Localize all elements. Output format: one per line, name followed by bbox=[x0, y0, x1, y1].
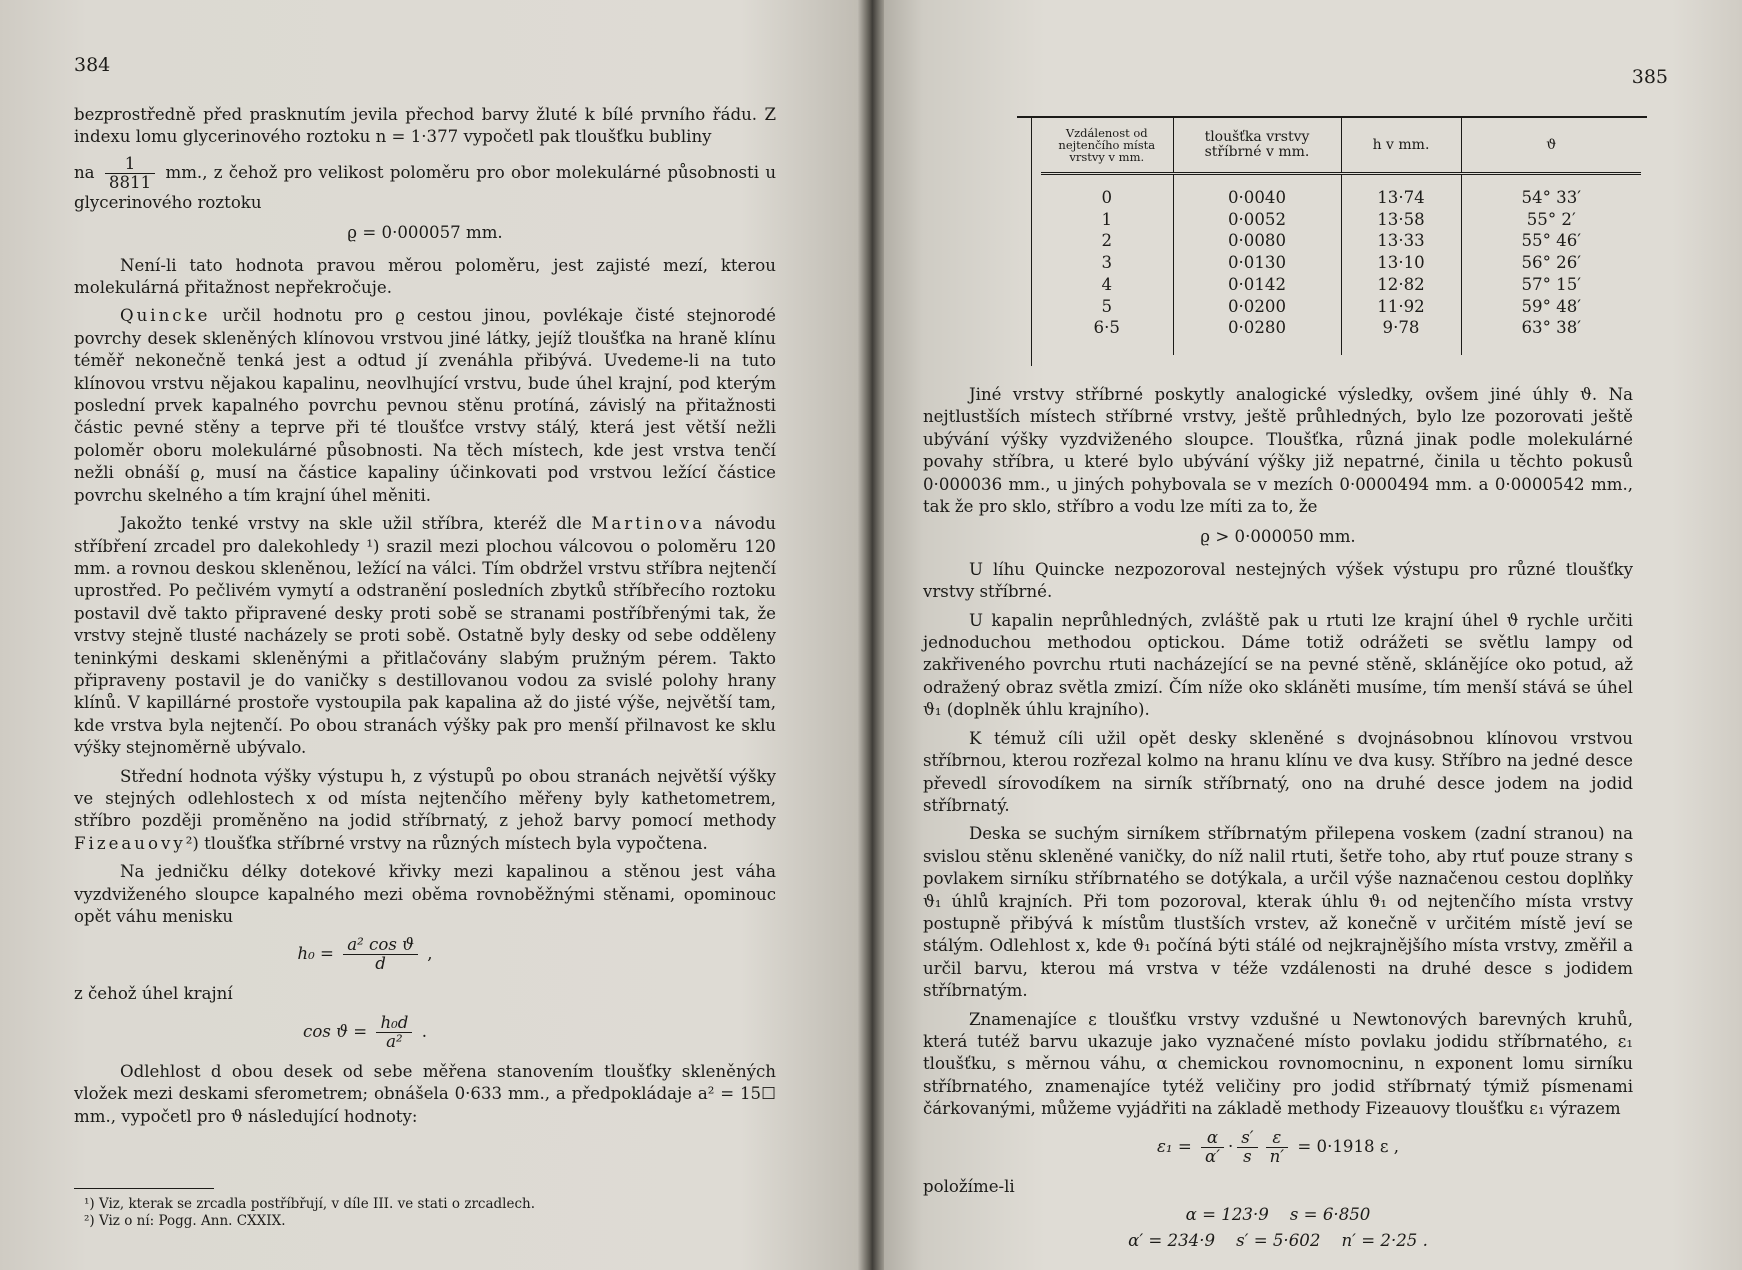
paragraph: U kapalin neprůhledných, zvláště pak u rtuti lze krajní úhel ϑ rychle určiti jednoduchou methodou optickou. Dáme totiž odrážeti se světlu lampy od zakřiveného povrchu rtuti nacházející se na pevné stěně, sklánějíce oko potud, až odražený obraz světla zmizí. Čím níže oko skláněti musíme, tím menší stává se úhel ϑ₁ (doplněk úhlu krajního). bbox=[923, 610, 1633, 720]
footnote-1: ¹) Viz, kterak se zrcadla postříbřují, v díle III. ve stati o zrcadlech. bbox=[84, 1196, 536, 1212]
table-cell: 54° 33′ bbox=[1521, 188, 1582, 207]
equation-cos: cos ϑ = $\frac{\text{h₀d}}{\text{a²}}$ . bbox=[303, 1012, 427, 1051]
paragraph: na $\frac{1}{8811}$ mm., z čehož pro velikost poloměru pro obor molekulárné působnosti u glycerinového roztoku bbox=[74, 153, 777, 212]
table-cell: 4 bbox=[1041, 274, 1173, 296]
page-number-right: 385 bbox=[1631, 66, 1668, 88]
table-cell: 0·0280 bbox=[1173, 317, 1341, 355]
table-header: tloušťka vrstvy stříbrné v mm. bbox=[1173, 118, 1341, 174]
table-cell: 59° 48′ bbox=[1521, 296, 1582, 316]
table-row bbox=[1041, 296, 1641, 318]
variable-values: α′ = 234·9 s′ = 5·602 n′ = 2·25 . bbox=[1128, 1231, 1428, 1251]
data-table bbox=[1041, 116, 1641, 355]
table-cell: 13·74 bbox=[1341, 174, 1461, 209]
table-cell: 57° 15′ bbox=[1521, 274, 1582, 294]
equation-rho: ϱ = 0·000057 mm. bbox=[347, 223, 503, 243]
author-name: Quincke bbox=[120, 306, 211, 326]
paragraph: Quincke určil hodnotu pro ϱ cestou jinou, povlékaje čisté stejnorodé povrchy desek skleněných klínovou vrstvou jiné látky, jejíž tloušťka na hraně klínu téměř nekonečně tenká jest a odtud jí zvenáhla přibývá. Uvedeme-li na tuto klínovou vrstvu nějakou kapalinu, neovlhující vrstvu, bude úhel krajní, pod kterým poslední prvek kapalného povrchu pevnou stěnu protíná, závislý na přitažnosti částic pevné stěny a teprve při té tloušťce vrstvy stálý, která jest větší nežli poloměr oboru molekulárné působnosti. Na těch místech, kde jest vrstva tenčí nežli obnáší ϱ, musí na částice kapaliny účinkovati pod vrstvou ležící částice povrchu skelného a tím krajní úhel měniti. bbox=[74, 306, 777, 505]
equation-h0: h₀ = $\frac{\text{a² cos ϑ}}{d}$ , bbox=[297, 935, 433, 974]
table-cell: 5 bbox=[1041, 296, 1173, 318]
paragraph: Jiné vrstvy stříbrné poskytly analogické výsledky, ovšem jiné úhly ϑ. Na nejtlustších místech stříbrné vrstvy, ještě průhledných, bylo lze pozorovati ještě ubývání výšky vyzdviženého sloupce. Tloušťka, různá jinak podle molekulárné povahy stříbra, u které bylo ubývání výšky již nepatrné, činila u těchto pokusů 0·000036 mm., u jiných pohybovala se v mezích 0·0000494 mm. a 0·0000542 mm., tak že pro sklo, stříbro a vodu lze míti za to, že bbox=[923, 385, 1633, 517]
table-cell: 55° 46′ bbox=[1521, 231, 1582, 251]
table-cell: 0·0040 bbox=[1173, 174, 1341, 209]
table-cell: 0·0080 bbox=[1173, 230, 1341, 252]
table-cell: 0·0052 bbox=[1173, 209, 1341, 231]
paragraph: Na jedničku délky dotekové křivky mezi kapalinou a stěnou jest váha vyzdviženého sloupce kapalného mezi oběma rovnoběžnými stěnami, opominouc opět váhu menisku bbox=[74, 862, 776, 926]
table-header: ϑ bbox=[1461, 118, 1641, 174]
paragraph: K témuž cíli užil opět desky skleněné s dvojnásobnou klínovou vrstvou stříbrnou, kterou rozřezal kolmo na hranu klínu ve dva kusy. Stříbro na jedné desce převedl sírovodíkem na sirník stříbrnatý, ono na druhé desce jodem na jodid stříbrnatý. bbox=[923, 728, 1633, 815]
fraction: $\frac{1}{8811}$ bbox=[105, 155, 155, 192]
table-header: Vzdálenost od nejtenčího místa vrstvy v mm. bbox=[1041, 118, 1173, 174]
paragraph: Odlehlost d obou desek od sebe měřena stanovením tloušťky skleněných vložek mezi deskami sferometrem; obnášela 0·633 mm., a předpokládaje a² = 15☐ mm., vypočetl pro ϑ následující hodnoty: bbox=[74, 1061, 776, 1126]
equation-epsilon: ε₁ = $\frac{\alpha}{\alpha'}$ · $\frac{s'}{s}$ $\frac{\varepsilon}{n'}$ = 0·1918 ε , bbox=[1156, 1127, 1399, 1166]
paragraph: U líhu Quincke nezpozoroval nestejných výšek výstupu pro různé tloušťky vrstvy stříbrné. bbox=[923, 559, 1633, 602]
table-cell: 3 bbox=[1041, 252, 1173, 274]
table-header: h v mm. bbox=[1341, 118, 1461, 174]
book-gutter bbox=[858, 0, 884, 1270]
table-row bbox=[1041, 174, 1641, 209]
table-cell: 0·0200 bbox=[1173, 296, 1341, 318]
table-cell: 0 bbox=[1041, 174, 1173, 209]
table-row bbox=[1041, 252, 1641, 274]
table-cell: 13·58 bbox=[1341, 209, 1461, 231]
author-name: Martinova bbox=[591, 514, 706, 534]
page-number-left: 384 bbox=[74, 54, 111, 76]
left-text-column bbox=[74, 104, 776, 1134]
equation-rho: ϱ > 0·000050 mm. bbox=[1200, 527, 1356, 547]
table-cell: 13·33 bbox=[1341, 230, 1461, 252]
paragraph: Není-li tato hodnota pravou měrou poloměru, jest zajisté mezí, kterou molekulárná přitažnost nepřekročuje. bbox=[74, 255, 776, 298]
footnote-2: ²) Viz o ní: Pogg. Ann. CXXIX. bbox=[84, 1213, 286, 1229]
paragraph: bezprostředně před prasknutím jevila přechod barvy žluté k bílé prvního řádu. Z indexu lomu glycerinového roztoku n = 1·377 vypočetl pak tloušťku bubliny bbox=[74, 105, 776, 147]
table-cell: 55° 2′ bbox=[1526, 209, 1576, 229]
right-page bbox=[871, 0, 1742, 1270]
variable-values: α = 123·9 s = 6·850 bbox=[1185, 1205, 1371, 1224]
footnote-rule bbox=[74, 1188, 214, 1189]
table-cell: 56° 26′ bbox=[1521, 253, 1582, 273]
table-cell: 6·5 bbox=[1041, 317, 1173, 355]
paragraph: položíme-li bbox=[923, 1176, 1015, 1196]
paragraph: Znamenajíce ε tloušťku vrstvy vzdušné u Newtonových barevných kruhů, která tutéž barvu ukazuje jako vyznačené místo povlaku jodidu stříbrnatého, ε₁ tloušťku, s měrnou váhu, α chemickou rovnomocninu, n exponent lomu sirníku stříbrnatého, znamenajíce tytéž veličiny pro jodid stříbrnatý týmiž písmenami čárkovanými, můžeme vyjádřiti na základě methody Fizeauovy tloušťku ε₁ výrazem bbox=[923, 1009, 1633, 1119]
table-cell: 9·78 bbox=[1341, 317, 1461, 355]
table-cell: 0·0130 bbox=[1173, 252, 1341, 274]
table-cell: 63° 38′ bbox=[1521, 318, 1582, 338]
table-row bbox=[1041, 317, 1641, 355]
paragraph: Deska se suchým sirníkem stříbrnatým přilepena voskem (zadní stranou) na svislou stěnu skleněné vaničky, do níž nalil rtuti, šetře toho, aby rtuť pouze strany s povlakem sirníku stříbrnatého se dotýkala, a určil výše naznačenou cestou doplňky ϑ₁ úhlů krajních. Při tom pozoroval, kterak úhlu ϑ₁ od nejtenčího místa vrstvy postupně přibývá k místům tlustších vrstev, až konečně v určitém místě jeví se stálým. Odlehlost x, kde ϑ₁ počíná býti stálé od nejkrajnějšího místa vrstvy, změřil a určil barvu, kterou má vrstva v téže vzdálenosti na druhé desce s jodidem stříbrnatým. bbox=[923, 824, 1633, 1001]
right-text-column bbox=[923, 384, 1633, 1257]
paragraph: Jakožto tenké vrstvy na skle užil stříbra, kteréž dle Martinova návodu stříbření zrcadel pro dalekohledy ¹) srazil mezi plochou válcovou o poloměru 120 mm. a rovnou deskou skleněnou, ležící na válci. Tím obdržel vrstvu stříbra nejtenčí uprostřed. Po pečlivém vymytí a odstranění posledních zbytků stříbřecího roztoku postavil dvě takto připravené desky proti sobě se stranami postříbřenými tak, že vrstvy stejně tlusté nacházely se proti sobě. Ostatně byly desky od sebe odděleny teninkými deskami skleněnými a přitlačovány slabým pružným pérem. Takto připraveny postavil je do vaničky s destillovanou vodou za svislé polohy hrany klínů. V kapillárné prostoře vystoupila pak kapalina až do jisté výše, největší tam, kde vrstva byla nejtenčí. Po obou stranách výšky pak pro menší přilnavost ke sklu výšky stejnoměrně ubývalo. bbox=[74, 514, 776, 758]
paragraph: z čehož úhel krajní bbox=[74, 984, 233, 1004]
table-cell: 0·0142 bbox=[1173, 274, 1341, 296]
table-cell: 2 bbox=[1041, 230, 1173, 252]
paragraph: Střední hodnota výšky výstupu h, z výstupů po obou stranách největší výšky ve stejných odlehlostech x od místa nejtenčího měřeny byly kathetometrem, stříbro později proměněno na jodid stříbrnatý, z jehož barvy pomocí methody Fizeauovy²) tloušťka stříbrné vrstvy na různých místech byla vypočtena. bbox=[74, 766, 776, 853]
table-cell: 13·10 bbox=[1341, 252, 1461, 274]
author-name: Fizeauovy bbox=[74, 833, 186, 853]
table-row bbox=[1041, 230, 1641, 252]
table-cell: 1 bbox=[1041, 209, 1173, 231]
table-cell: 11·92 bbox=[1341, 296, 1461, 318]
table-row bbox=[1041, 274, 1641, 296]
table-cell: 12·82 bbox=[1341, 274, 1461, 296]
table-row bbox=[1041, 209, 1641, 231]
